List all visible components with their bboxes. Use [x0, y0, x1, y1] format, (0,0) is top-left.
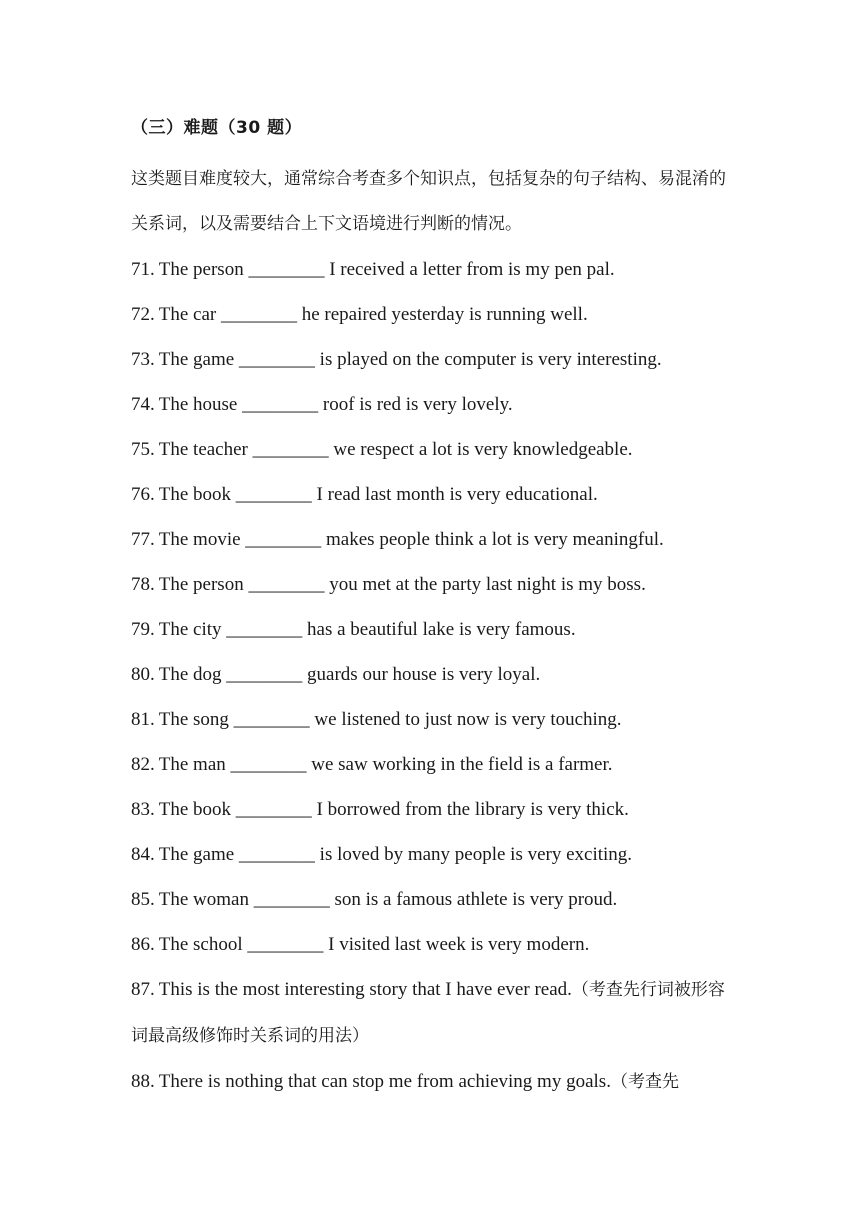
question-80: [131, 652, 731, 697]
question-number: 73.: [131, 349, 155, 370]
question-text: The game ________ is played on the computer is very interesting.: [158, 349, 662, 370]
question-number: 83.: [131, 799, 155, 820]
question-85: [131, 877, 731, 922]
question-78: [131, 562, 731, 607]
question-number: 82.: [131, 754, 155, 775]
question-text: There is nothing that can stop me from achieving my goals.: [158, 1071, 611, 1092]
question-number: 79.: [131, 619, 155, 640]
question-number: 75.: [131, 439, 155, 460]
question-number: 74.: [131, 394, 155, 415]
question-number: 77.: [131, 529, 155, 550]
question-list: [131, 247, 731, 1105]
question-88: [131, 1059, 731, 1105]
question-84: [131, 832, 731, 877]
question-number: 84.: [131, 844, 155, 865]
question-82: [131, 742, 731, 787]
question-number: 85.: [131, 889, 155, 910]
document-page: [131, 113, 731, 1105]
section-heading: （三）难题（30 题）: [131, 118, 303, 138]
question-number: 81.: [131, 709, 155, 730]
question-text: This is the most interesting story that I have ever read.: [158, 979, 572, 1000]
question-note: （考查先行词被形容词最高级修饰时关系词的用法）: [131, 980, 725, 1046]
section-intro: 这类题目难度较大，通常综合考查多个知识点，包括复杂的句子结构、易混淆的关系词，以及需要结合上下文语境进行判断的情况。: [131, 169, 726, 234]
question-86: [131, 922, 731, 967]
question-73: [131, 337, 731, 382]
question-text: The book ________ I borrowed from the library is very thick.: [158, 799, 629, 820]
question-72: [131, 292, 731, 337]
question-text: The school ________ I visited last week is very modern.: [158, 934, 590, 955]
question-note: （考查先: [610, 1072, 679, 1092]
question-number: 87.: [131, 979, 155, 1000]
question-83: [131, 787, 731, 832]
question-number: 71.: [131, 259, 155, 280]
question-text: The woman ________ son is a famous athlete is very proud.: [158, 889, 618, 910]
question-text: The song ________ we listened to just now is very touching.: [158, 709, 622, 730]
question-87: [131, 967, 731, 1059]
question-text: The dog ________ guards our house is very loyal.: [158, 664, 541, 685]
question-text: The teacher ________ we respect a lot is very knowledgeable.: [158, 439, 633, 460]
question-text: The city ________ has a beautiful lake is very famous.: [158, 619, 576, 640]
question-text: The book ________ I read last month is very educational.: [158, 484, 598, 505]
question-77: [131, 517, 731, 562]
question-74: [131, 382, 731, 427]
question-number: 88.: [131, 1071, 155, 1092]
question-81: [131, 697, 731, 742]
question-number: 80.: [131, 664, 155, 685]
question-number: 86.: [131, 934, 155, 955]
question-text: The person ________ I received a letter from is my pen pal.: [158, 259, 615, 280]
question-number: 72.: [131, 304, 155, 325]
question-number: 78.: [131, 574, 155, 595]
question-text: The person ________ you met at the party last night is my boss.: [158, 574, 646, 595]
question-number: 76.: [131, 484, 155, 505]
question-text: The house ________ roof is red is very lovely.: [158, 394, 513, 415]
question-75: [131, 427, 731, 472]
question-text: The man ________ we saw working in the field is a farmer.: [158, 754, 613, 775]
question-79: [131, 607, 731, 652]
question-text: The game ________ is loved by many people is very exciting.: [158, 844, 633, 865]
question-text: The car ________ he repaired yesterday is running well.: [158, 304, 588, 325]
question-76: [131, 472, 731, 517]
question-71: [131, 247, 731, 292]
question-text: The movie ________ makes people think a lot is very meaningful.: [158, 529, 664, 550]
